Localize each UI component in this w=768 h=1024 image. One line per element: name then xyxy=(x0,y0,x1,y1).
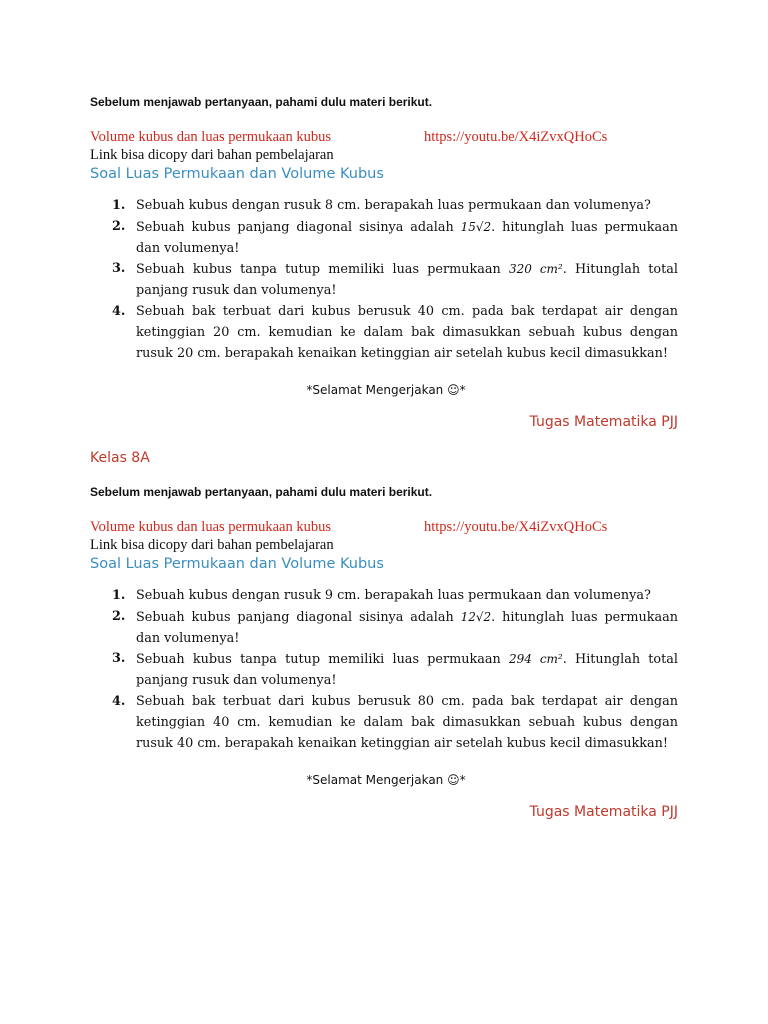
link-title: Volume kubus dan luas permukaan kubus xyxy=(90,129,331,145)
question-item xyxy=(90,586,678,607)
question-text: Sebuah kubus panjang diagonal sisinya adalah xyxy=(136,609,454,625)
closing-message: *Selamat Mengerjakan ☺* xyxy=(306,773,466,788)
section-heading: Soal Luas Permukaan dan Volume Kubus xyxy=(90,166,384,182)
question-item xyxy=(90,607,678,650)
question-item xyxy=(90,217,678,260)
question-text: Sebuah kubus dengan rusuk 9 cm. berapakah luas permukaan dan volumenya? xyxy=(136,588,651,603)
question-text: . Hitunglah total panjang rusuk dan volumenya! xyxy=(136,652,678,689)
question-item xyxy=(90,649,678,692)
question-number: 4. xyxy=(112,303,126,319)
question-text: Sebuah bak terbuat dari kubus berusuk 40 cm. pada bak terdapat air dengan ketinggian 20 cm. kemudian ke dalam bak dimasukkan sebuah kubus dengan rusuk 20 cm. berapakah kenaikan ketinggian air setelah kubus kecil dimasukkan! xyxy=(136,303,678,361)
question-number: 2. xyxy=(112,218,126,234)
question-item xyxy=(90,259,678,302)
intro-text: Sebelum menjawab pertanyaan, pahami dulu materi berikut. xyxy=(90,95,433,109)
question-text: Sebuah bak terbuat dari kubus berusuk 80 cm. pada bak terdapat air dengan ketinggian 40 cm. kemudian ke dalam bak dimasukkan sebuah kubus dengan rusuk 40 cm. berapakah kenaikan ketinggian air setelah kubus kecil dimasukkan! xyxy=(136,693,678,751)
signature: Tugas Matematika PJJ xyxy=(529,804,678,821)
question-number: 2. xyxy=(112,608,126,624)
section-heading: Soal Luas Permukaan dan Volume Kubus xyxy=(90,556,384,572)
video-url-link[interactable]: https://youtu.be/X4iZvxQHoCs xyxy=(424,519,608,535)
math-expression: 320 cm² xyxy=(508,262,563,277)
question-list xyxy=(90,196,678,364)
question-text: . Hitunglah total panjang rusuk dan volumenya! xyxy=(136,262,678,299)
video-url-link[interactable]: https://youtu.be/X4iZvxQHoCs xyxy=(424,129,608,145)
math-expression: 15√2 xyxy=(460,219,492,234)
class-label: Kelas 8A xyxy=(90,450,150,466)
question-list xyxy=(90,586,678,754)
question-text: Sebuah kubus tanpa tutup memiliki luas permukaan xyxy=(136,652,501,668)
material-link-row xyxy=(90,518,678,537)
worksheet-1 xyxy=(90,94,678,432)
material-link-row xyxy=(90,128,678,147)
question-number: 3. xyxy=(112,261,126,277)
worksheet-2 xyxy=(90,484,678,822)
link-title: Volume kubus dan luas permukaan kubus xyxy=(90,519,331,535)
math-expression: 294 cm² xyxy=(508,652,563,667)
question-number: 4. xyxy=(112,693,126,709)
question-item xyxy=(90,196,678,217)
math-expression: 12√2 xyxy=(460,609,492,624)
question-number: 3. xyxy=(112,651,126,667)
question-text: Sebuah kubus panjang diagonal sisinya adalah xyxy=(136,219,454,235)
question-number: 1. xyxy=(112,588,126,603)
question-text: . hitunglah luas permukaan dan volumenya! xyxy=(136,219,678,256)
question-text: . hitunglah luas permukaan dan volumenya! xyxy=(136,609,678,646)
question-item xyxy=(90,302,678,364)
copy-note: Link bisa dicopy dari bahan pembelajaran xyxy=(90,147,334,163)
question-text: Sebuah kubus tanpa tutup memiliki luas permukaan xyxy=(136,262,501,278)
question-number: 1. xyxy=(112,198,126,213)
signature: Tugas Matematika PJJ xyxy=(529,414,678,431)
closing-message: *Selamat Mengerjakan ☺* xyxy=(306,383,466,398)
question-text: Sebuah kubus dengan rusuk 8 cm. berapakah luas permukaan dan volumenya? xyxy=(136,198,651,213)
copy-note: Link bisa dicopy dari bahan pembelajaran xyxy=(90,537,334,553)
question-item xyxy=(90,692,678,754)
intro-text: Sebelum menjawab pertanyaan, pahami dulu materi berikut. xyxy=(90,485,433,499)
